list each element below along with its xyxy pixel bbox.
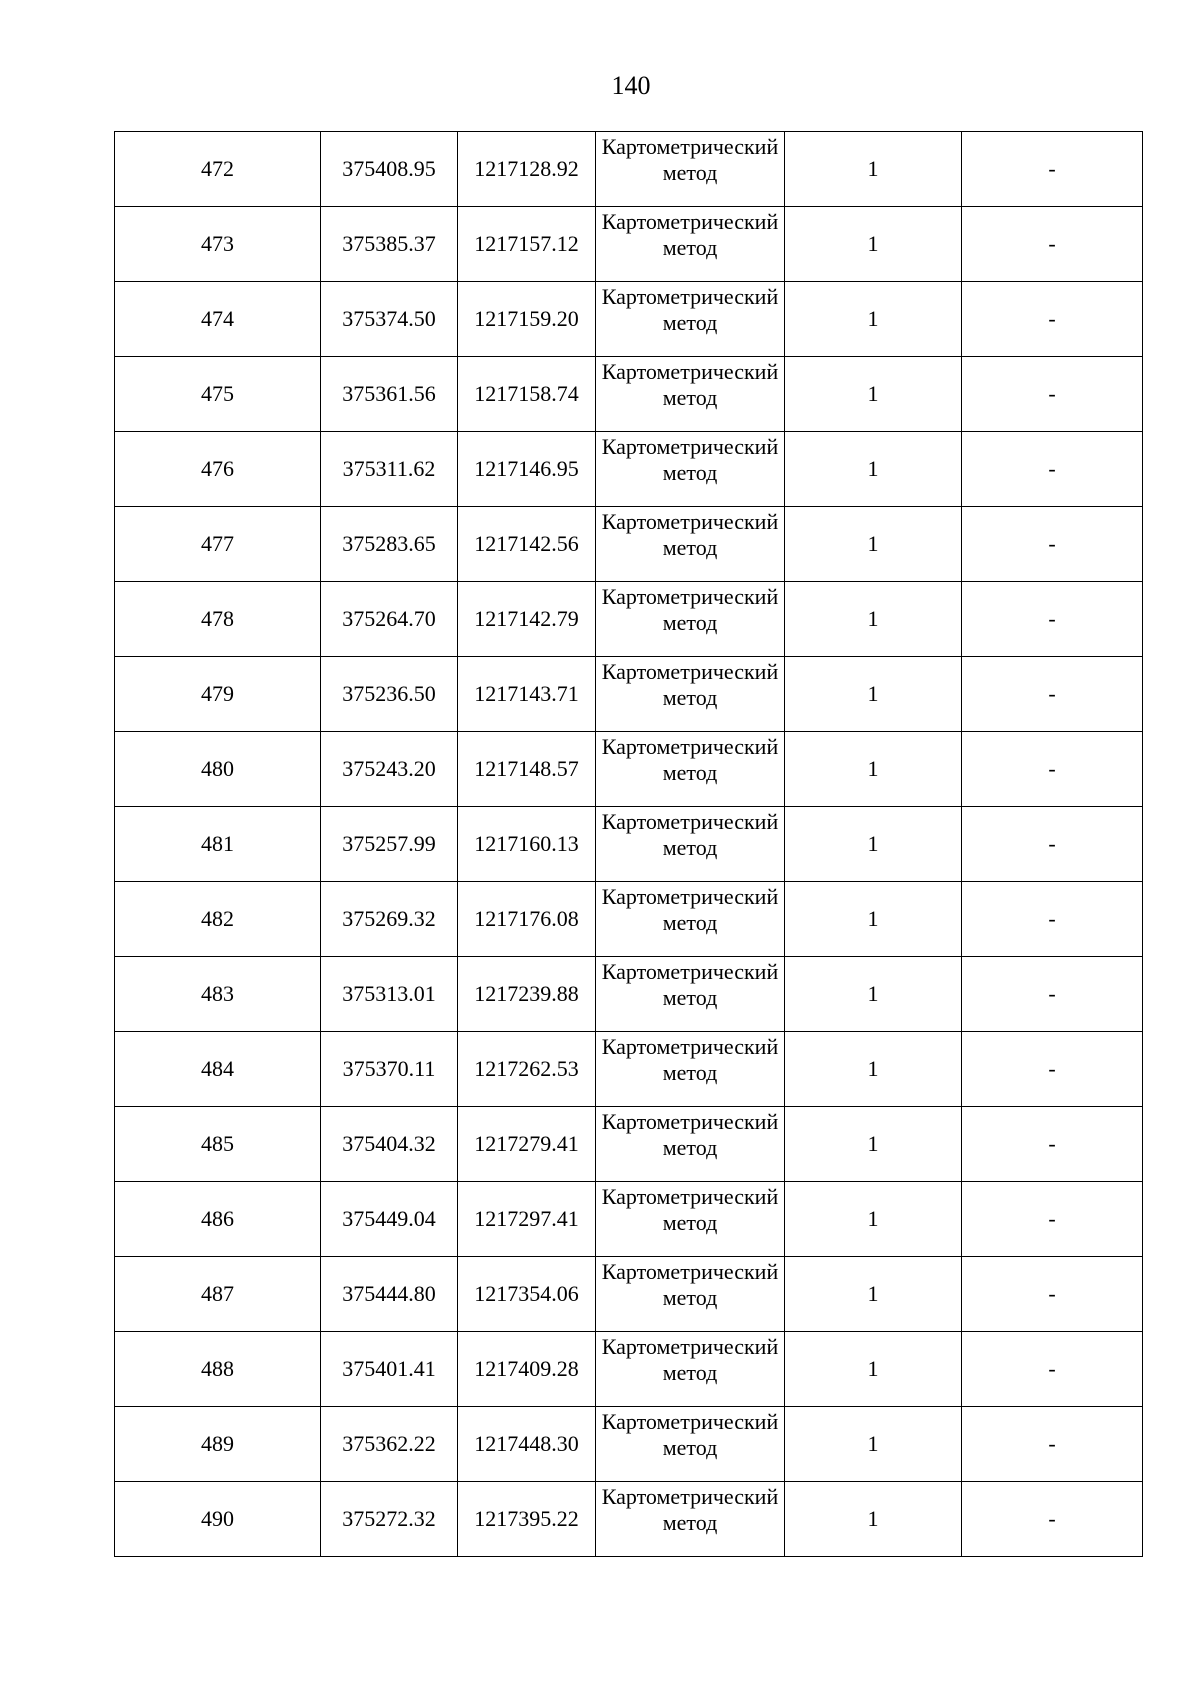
point-number-cell: 480	[115, 732, 321, 807]
accuracy-cell: 1	[785, 882, 962, 957]
accuracy-cell: 1	[785, 1407, 962, 1482]
note-cell: -	[962, 957, 1143, 1032]
method-text: Картометрический метод	[601, 884, 779, 935]
method-cell	[596, 1107, 785, 1182]
method-text: Картометрический метод	[601, 209, 779, 260]
method-cell	[596, 957, 785, 1032]
note-cell: -	[962, 1482, 1143, 1557]
coordinates-table	[114, 131, 1143, 1557]
accuracy-cell: 1	[785, 957, 962, 1032]
x-coordinate-cell: 375236.50	[321, 657, 458, 732]
x-coordinate-cell: 375370.11	[321, 1032, 458, 1107]
accuracy-cell: 1	[785, 357, 962, 432]
table-row	[115, 1182, 1143, 1257]
x-coordinate-cell: 375311.62	[321, 432, 458, 507]
x-coordinate-cell: 375385.37	[321, 207, 458, 282]
y-coordinate-cell: 1217160.13	[458, 807, 596, 882]
table-row	[115, 1407, 1143, 1482]
table-row	[115, 732, 1143, 807]
y-coordinate-cell: 1217157.12	[458, 207, 596, 282]
accuracy-cell: 1	[785, 582, 962, 657]
method-text: Картометрический метод	[601, 1259, 779, 1310]
method-text: Картометрический метод	[601, 1109, 779, 1160]
point-number-cell: 474	[115, 282, 321, 357]
table-row	[115, 507, 1143, 582]
accuracy-cell: 1	[785, 282, 962, 357]
point-number-cell: 482	[115, 882, 321, 957]
note-cell: -	[962, 582, 1143, 657]
point-number-cell: 478	[115, 582, 321, 657]
note-cell: -	[962, 132, 1143, 207]
y-coordinate-cell: 1217142.56	[458, 507, 596, 582]
method-cell	[596, 507, 785, 582]
accuracy-cell: 1	[785, 1482, 962, 1557]
y-coordinate-cell: 1217262.53	[458, 1032, 596, 1107]
table-row	[115, 207, 1143, 282]
y-coordinate-cell: 1217297.41	[458, 1182, 596, 1257]
method-text: Картометрический метод	[601, 1034, 779, 1085]
method-text: Картометрический метод	[601, 1484, 779, 1535]
accuracy-cell: 1	[785, 507, 962, 582]
point-number-cell: 472	[115, 132, 321, 207]
y-coordinate-cell: 1217354.06	[458, 1257, 596, 1332]
y-coordinate-cell: 1217239.88	[458, 957, 596, 1032]
method-text: Картометрический метод	[601, 659, 779, 710]
point-number-cell: 481	[115, 807, 321, 882]
accuracy-cell: 1	[785, 657, 962, 732]
method-cell	[596, 132, 785, 207]
method-cell	[596, 1407, 785, 1482]
point-number-cell: 486	[115, 1182, 321, 1257]
point-number-cell: 473	[115, 207, 321, 282]
table-row	[115, 1107, 1143, 1182]
point-number-cell: 479	[115, 657, 321, 732]
x-coordinate-cell: 375361.56	[321, 357, 458, 432]
note-cell: -	[962, 282, 1143, 357]
y-coordinate-cell: 1217448.30	[458, 1407, 596, 1482]
note-cell: -	[962, 357, 1143, 432]
accuracy-cell: 1	[785, 1257, 962, 1332]
method-cell	[596, 882, 785, 957]
accuracy-cell: 1	[785, 1107, 962, 1182]
table-row	[115, 657, 1143, 732]
x-coordinate-cell: 375257.99	[321, 807, 458, 882]
y-coordinate-cell: 1217395.22	[458, 1482, 596, 1557]
note-cell: -	[962, 657, 1143, 732]
accuracy-cell: 1	[785, 132, 962, 207]
method-cell	[596, 807, 785, 882]
note-cell: -	[962, 807, 1143, 882]
y-coordinate-cell: 1217159.20	[458, 282, 596, 357]
method-cell	[596, 207, 785, 282]
point-number-cell: 488	[115, 1332, 321, 1407]
x-coordinate-cell: 375269.32	[321, 882, 458, 957]
x-coordinate-cell: 375243.20	[321, 732, 458, 807]
y-coordinate-cell: 1217146.95	[458, 432, 596, 507]
y-coordinate-cell: 1217158.74	[458, 357, 596, 432]
method-text: Картометрический метод	[601, 134, 779, 185]
note-cell: -	[962, 1257, 1143, 1332]
point-number-cell: 489	[115, 1407, 321, 1482]
y-coordinate-cell: 1217176.08	[458, 882, 596, 957]
method-cell	[596, 1257, 785, 1332]
table-row	[115, 807, 1143, 882]
accuracy-cell: 1	[785, 432, 962, 507]
method-cell	[596, 1482, 785, 1557]
table-row	[115, 1257, 1143, 1332]
x-coordinate-cell: 375401.41	[321, 1332, 458, 1407]
x-coordinate-cell: 375444.80	[321, 1257, 458, 1332]
y-coordinate-cell: 1217128.92	[458, 132, 596, 207]
method-cell	[596, 1332, 785, 1407]
note-cell: -	[962, 507, 1143, 582]
note-cell: -	[962, 1332, 1143, 1407]
note-cell: -	[962, 882, 1143, 957]
x-coordinate-cell: 375264.70	[321, 582, 458, 657]
method-cell	[596, 1032, 785, 1107]
method-cell	[596, 582, 785, 657]
point-number-cell: 485	[115, 1107, 321, 1182]
x-coordinate-cell: 375449.04	[321, 1182, 458, 1257]
table-row	[115, 432, 1143, 507]
table-row	[115, 357, 1143, 432]
accuracy-cell: 1	[785, 207, 962, 282]
method-text: Картометрический метод	[601, 1334, 779, 1385]
x-coordinate-cell: 375362.22	[321, 1407, 458, 1482]
table-row	[115, 582, 1143, 657]
x-coordinate-cell: 375283.65	[321, 507, 458, 582]
method-text: Картометрический метод	[601, 809, 779, 860]
method-text: Картометрический метод	[601, 509, 779, 560]
table-row	[115, 1332, 1143, 1407]
method-cell	[596, 357, 785, 432]
note-cell: -	[962, 1032, 1143, 1107]
method-text: Картометрический метод	[601, 434, 779, 485]
table-row	[115, 957, 1143, 1032]
point-number-cell: 477	[115, 507, 321, 582]
page-number: 140	[611, 71, 651, 100]
x-coordinate-cell: 375374.50	[321, 282, 458, 357]
y-coordinate-cell: 1217279.41	[458, 1107, 596, 1182]
y-coordinate-cell: 1217409.28	[458, 1332, 596, 1407]
note-cell: -	[962, 207, 1143, 282]
method-text: Картометрический метод	[601, 959, 779, 1010]
method-text: Картометрический метод	[601, 734, 779, 785]
x-coordinate-cell: 375313.01	[321, 957, 458, 1032]
point-number-cell: 475	[115, 357, 321, 432]
note-cell: -	[962, 432, 1143, 507]
table-row	[115, 882, 1143, 957]
point-number-cell: 487	[115, 1257, 321, 1332]
accuracy-cell: 1	[785, 1332, 962, 1407]
point-number-cell: 490	[115, 1482, 321, 1557]
y-coordinate-cell: 1217143.71	[458, 657, 596, 732]
table-row	[115, 1482, 1143, 1557]
method-text: Картометрический метод	[601, 284, 779, 335]
method-cell	[596, 432, 785, 507]
y-coordinate-cell: 1217142.79	[458, 582, 596, 657]
x-coordinate-cell: 375272.32	[321, 1482, 458, 1557]
accuracy-cell: 1	[785, 732, 962, 807]
method-cell	[596, 657, 785, 732]
x-coordinate-cell: 375404.32	[321, 1107, 458, 1182]
table-row	[115, 1032, 1143, 1107]
accuracy-cell: 1	[785, 807, 962, 882]
note-cell: -	[962, 1107, 1143, 1182]
accuracy-cell: 1	[785, 1032, 962, 1107]
point-number-cell: 476	[115, 432, 321, 507]
x-coordinate-cell: 375408.95	[321, 132, 458, 207]
method-text: Картометрический метод	[601, 584, 779, 635]
method-cell	[596, 282, 785, 357]
method-text: Картометрический метод	[601, 1184, 779, 1235]
y-coordinate-cell: 1217148.57	[458, 732, 596, 807]
method-text: Картометрический метод	[601, 359, 779, 410]
note-cell: -	[962, 732, 1143, 807]
method-cell	[596, 1182, 785, 1257]
table-row	[115, 282, 1143, 357]
accuracy-cell: 1	[785, 1182, 962, 1257]
note-cell: -	[962, 1407, 1143, 1482]
method-cell	[596, 732, 785, 807]
coordinates-table-body	[115, 132, 1143, 1557]
point-number-cell: 483	[115, 957, 321, 1032]
table-row	[115, 132, 1143, 207]
note-cell: -	[962, 1182, 1143, 1257]
point-number-cell: 484	[115, 1032, 321, 1107]
method-text: Картометрический метод	[601, 1409, 779, 1460]
